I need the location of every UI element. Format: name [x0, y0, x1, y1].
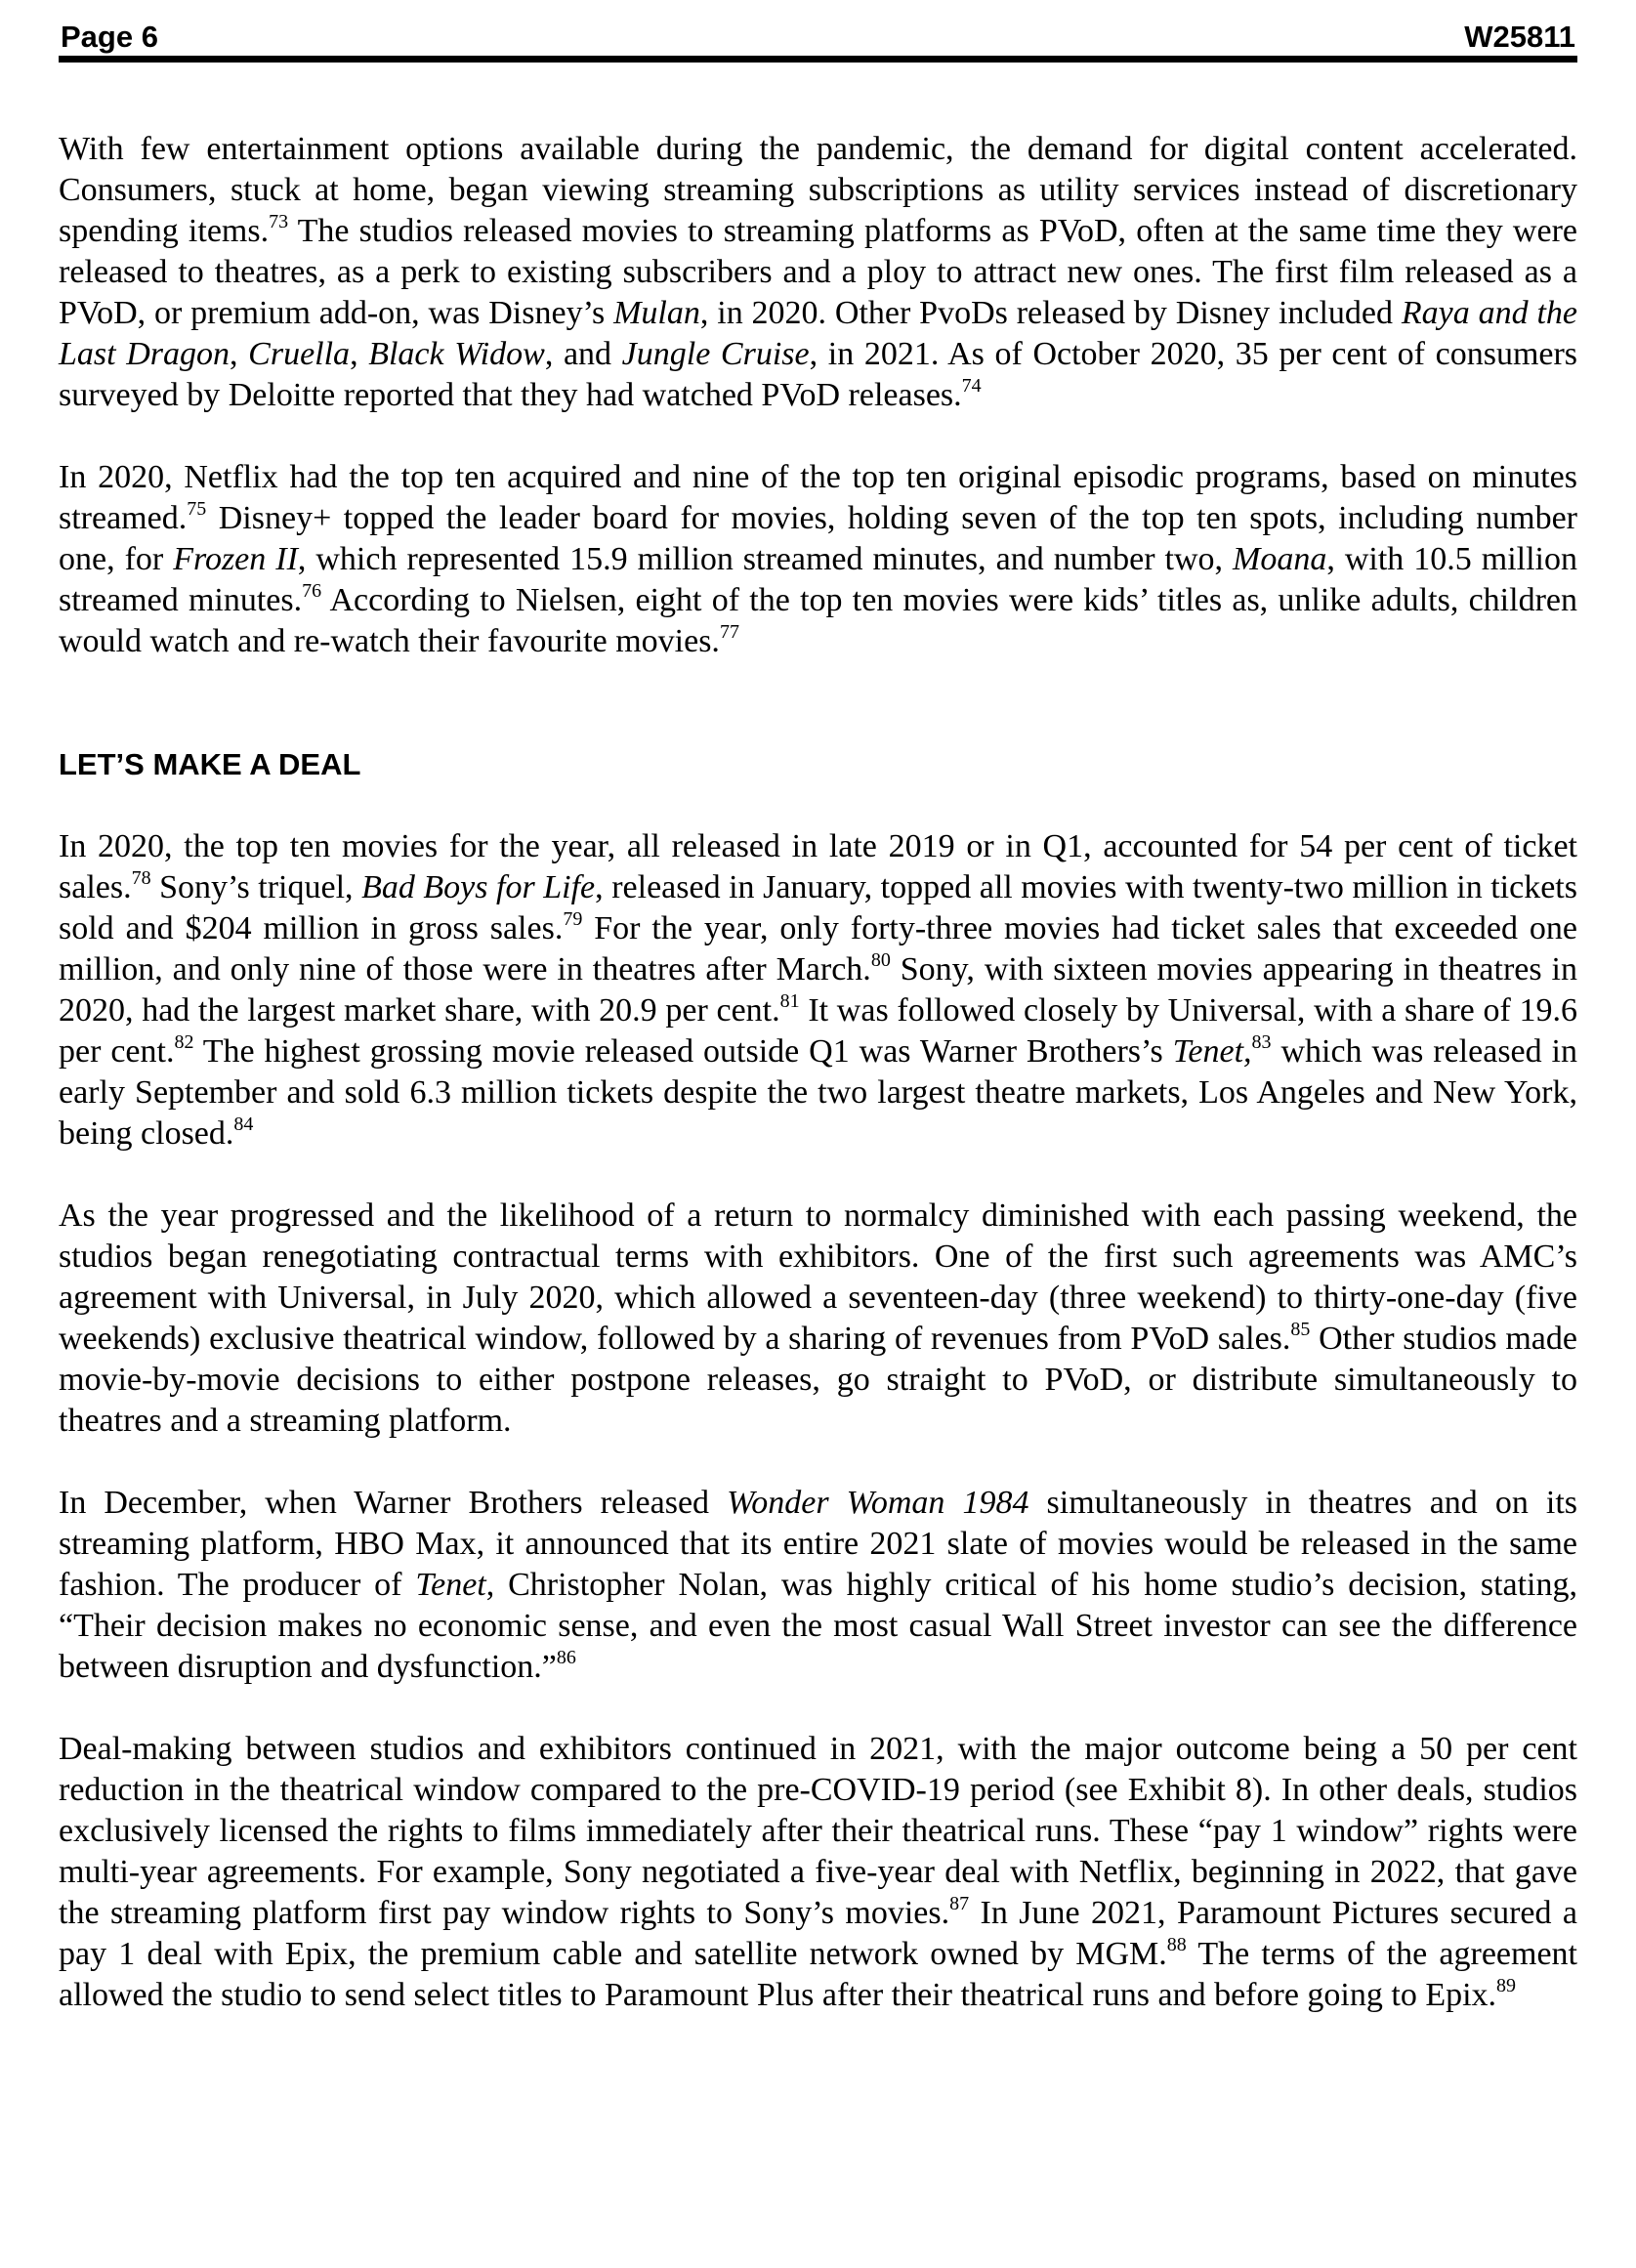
paragraph-box-office: In 2020, the top ten movies for the year, all released in late 2019 or in Q1, accounted for 54 per cent of ticket sales.$^{78}$ Sony’s triquel, Bad Boys for Life, released in January, topped all movies with twenty-two million in tickets sold and $204 million in gross sales.$^{79}$ For the year, only forty-three movies had ticket sales that exceeded one million, and only nine of those were in theatres after March.$^{80}$ Sony, with sixteen movies appearing in theatres in 2020, had the largest market share, with 20.9 per cent.$^{81}$ It was followed closely by Universal, with a share of 19.6 per cent.$^{82}$ The highest grossing movie released outside Q1 was Warner Brothers’s Tenet,$^{83}$ which was released in early September and sold 6.3 million tickets despite the two largest theatre markets, Los Angeles and New York, being closed.$^{84}$ [59, 828, 1578, 1152]
page-header [59, 20, 1577, 59]
document-body [59, 129, 1577, 2016]
header-rule [59, 56, 1577, 63]
footnote-ref: 81 [779, 990, 800, 1012]
footnote-ref: 78 [131, 867, 151, 889]
footnote-ref: 86 [556, 1647, 576, 1668]
footnote-ref: 82 [174, 1031, 194, 1053]
footnote-ref: 73 [269, 211, 289, 232]
footnote-ref: 88 [1166, 1934, 1187, 1955]
footnote-ref: 77 [719, 621, 739, 643]
paragraph-warner-hbo: In December, when Warner Brothers released Wonder Woman 1984 simultaneously in theatres and on its streaming platform, HBO Max, it announced that its entire 2021 slate of movies would be released in the same fashion. The producer of Tenet, Christopher Nolan, was highly critical of his home studio’s decision, stating, “Their decision makes no economic sense, and even the most casual Wall Street investor can see the difference between disruption and dysfunction.”$^{86}$ [59, 1485, 1577, 1685]
section-heading: LET’S MAKE A DEAL [59, 747, 361, 781]
footnote-ref: 84 [233, 1113, 254, 1135]
footnote-ref: 83 [1251, 1031, 1272, 1053]
footnote-ref: 89 [1496, 1975, 1517, 1996]
footnote-ref: 74 [961, 375, 982, 397]
page-number: Page 6 [61, 20, 158, 54]
footnote-ref: 87 [949, 1893, 970, 1914]
document-code: W25811 [1464, 20, 1575, 54]
footnote-ref: 79 [563, 908, 583, 930]
footnote-ref: 85 [1290, 1319, 1311, 1340]
paragraph-pvod: With few entertainment options available during the pandemic, the demand for digital content accelerated. Consumers, stuck at home, began viewing streaming subscriptions as utility services instead of discretionary spending items.$^{73}$ The studios released movies to streaming platforms as PVoD, often at the same time they were released to theatres, as a perk to existing subscribers and a ploy to attract new ones. The first film released as a PVoD, or premium add-on, was Disney’s Mulan, in 2020. Other PvoDs released by Disney included Raya and the Last Dragon, Cruella, Black Widow, and Jungle Cruise, in 2021. As of October 2020, 35 per cent of consumers surveyed by Deloitte reported that they had watched PVoD releases.$^{74}$ [59, 131, 1578, 413]
footnote-ref: 75 [187, 498, 207, 520]
footnote-ref: 76 [302, 580, 322, 602]
paragraph-deal-making: Deal-making between studios and exhibitors continued in 2021, with the major outcome being a 50 per cent reduction in the theatrical window compared to the pre-COVID-19 period (see Exhibit 8). In other deals, studios exclusively licensed the rights to films immediately after their theatrical runs. These “pay 1 window” rights were multi-year agreements. For example, Sony negotiated a five-year deal with Netflix, beginning in 2022, that gave the streaming platform first pay window rights to Sony’s movies.$^{87}$ In June 2021, Paramount Pictures secured a pay 1 deal with Epix, the premium cable and satellite network owned by MGM.$^{88}$ The terms of the agreement allowed the studio to send select titles to Paramount Plus after their theatrical runs and before going to Epix.$^{89}$ [59, 1731, 1578, 2013]
paragraph-streaming-rankings: In 2020, Netflix had the top ten acquired and nine of the top ten original episodic programs, based on minutes streamed.$^{75}$ Disney+ topped the leader board for movies, holding seven of the top ten spots, including number one, for Frozen II, which represented 15.9 million streamed minutes, and number two, Moana, with 10.5 million streamed minutes.$^{76}$ According to Nielsen, eight of the top ten movies were kids’ titles as, unlike adults, children would watch and re-watch their favourite movies.$^{77}$ [59, 459, 1577, 659]
paragraph-renegotiation: As the year progressed and the likelihood of a return to normalcy diminished with each passing weekend, the studios began renegotiating contractual terms with exhibitors. One of the first such agreements was AMC’s agreement with Universal, in July 2020, which allowed a seventeen-day (three weekend) to thirty-one-day (five weekends) exclusive theatrical window, followed by a sharing of revenues from PVoD sales.$^{85}$ Other studios made movie-by-movie decisions to either postpone releases, go straight to PVoD, or distribute simultaneously to theatres and a streaming platform. [59, 1197, 1577, 1439]
footnote-ref: 80 [870, 949, 891, 971]
